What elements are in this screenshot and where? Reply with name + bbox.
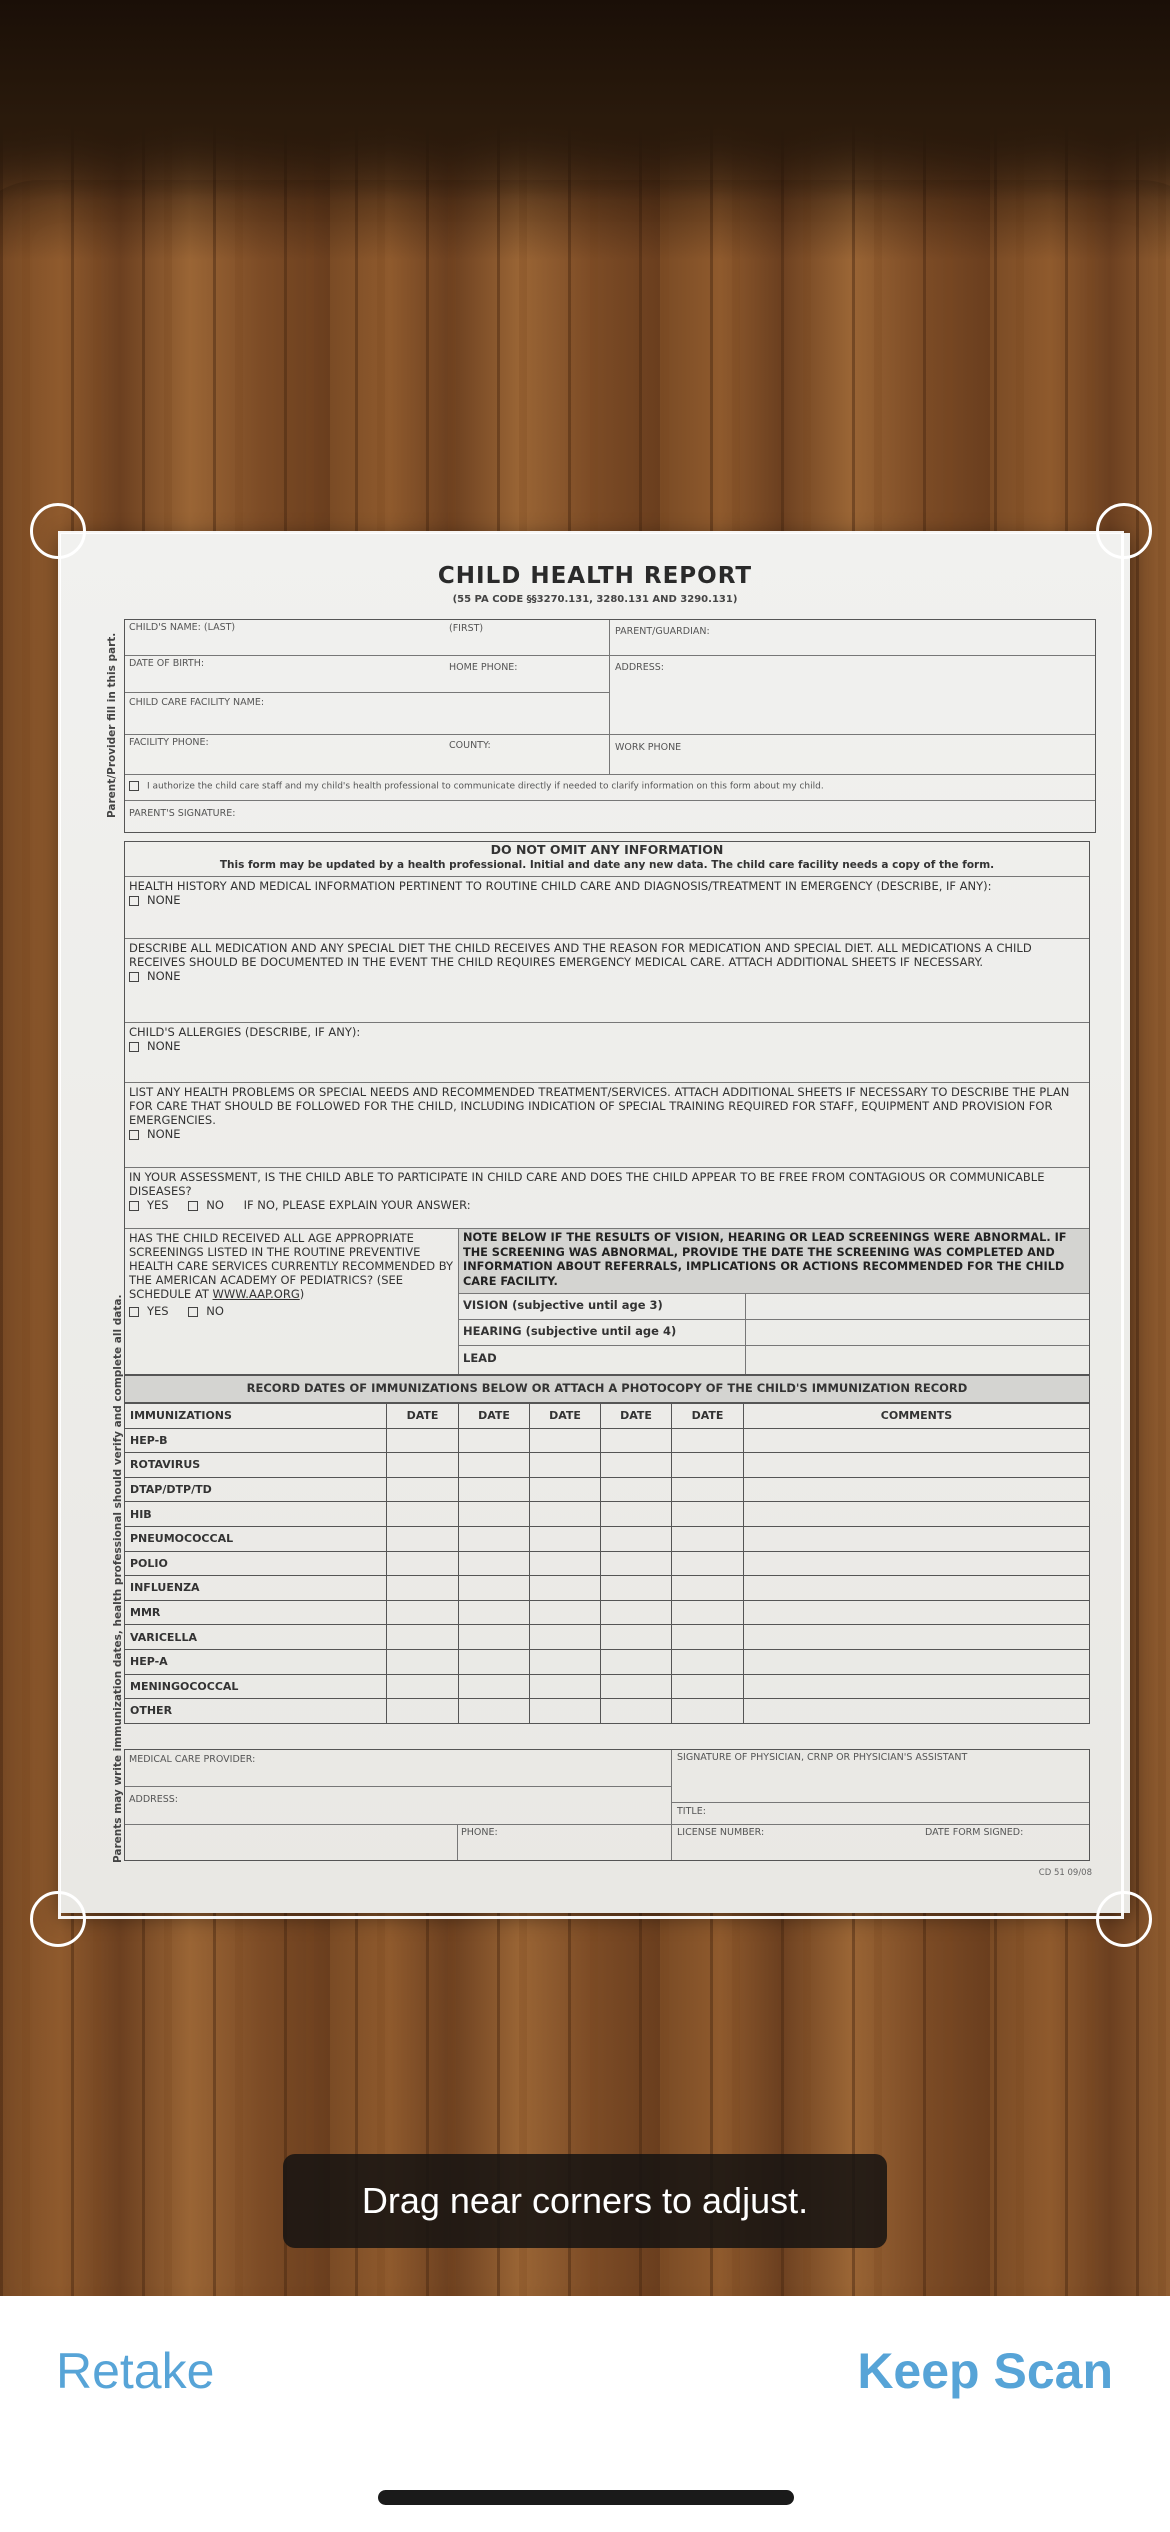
date-cell (459, 1649, 530, 1674)
date-cell (530, 1576, 601, 1601)
comments-cell (744, 1576, 1090, 1601)
date-cell (459, 1576, 530, 1601)
date-cell (387, 1428, 459, 1453)
vaccine-name: MMR (125, 1600, 387, 1625)
health-section (124, 841, 1090, 1375)
date-cell (601, 1477, 672, 1502)
work-phone-field: WORK PHONE (615, 742, 682, 753)
medication-none: NONE (129, 969, 181, 983)
table-row (125, 1649, 1090, 1674)
date-cell (672, 1649, 744, 1674)
date-cell (601, 1625, 672, 1650)
vaccine-name: POLIO (125, 1551, 387, 1576)
date-cell (530, 1551, 601, 1576)
date-cell (459, 1477, 530, 1502)
home-indicator[interactable] (378, 2490, 794, 2505)
adjust-hint-text: Drag near corners to adjust. (361, 2180, 809, 2221)
lead-label: LEAD (463, 1351, 497, 1365)
date-cell (530, 1502, 601, 1527)
column-header: DATE (530, 1404, 601, 1429)
vaccine-name: MENINGOCOCCAL (125, 1674, 387, 1699)
date-cell (459, 1453, 530, 1478)
scanned-document (60, 533, 1130, 1913)
date-cell (601, 1551, 672, 1576)
comments-cell (744, 1625, 1090, 1650)
table-row (125, 1453, 1090, 1478)
date-cell (672, 1576, 744, 1601)
provider-phone-field: PHONE: (461, 1827, 498, 1838)
assessment-question: IN YOUR ASSESSMENT, IS THE CHILD ABLE TO PARTICIPATE IN CHILD CARE AND DOES THE CHILD APPEAR TO BE FREE FROM CONTAGIOUS OR COMMUNICABLE DISEASES? (129, 1170, 1045, 1198)
column-header: DATE (387, 1404, 459, 1429)
date-cell (601, 1699, 672, 1724)
date-cell (459, 1526, 530, 1551)
date-cell (672, 1502, 744, 1527)
authorize-statement: I authorize the child care staff and my child's health professional to communicate directly if needed to clarify information on this form about my child. (129, 781, 824, 792)
vaccine-name: PNEUMOCOCCAL (125, 1526, 387, 1551)
keep-scan-button[interactable]: Keep Scan (857, 2343, 1113, 2399)
column-header: DATE (601, 1404, 672, 1429)
date-cell (387, 1625, 459, 1650)
parent-signature-field: PARENT'S SIGNATURE: (129, 808, 236, 819)
address-field: ADDRESS: (615, 662, 664, 673)
date-cell (672, 1625, 744, 1650)
date-cell (672, 1600, 744, 1625)
date-cell (387, 1576, 459, 1601)
date-cell (530, 1699, 601, 1724)
vaccine-name: VARICELLA (125, 1625, 387, 1650)
health-history-question: HEALTH HISTORY AND MEDICAL INFORMATION PERTINENT TO ROUTINE CHILD CARE AND DIAGNOSIS/TREATMENT IN EMERGENCY (DESCRIBE, IF ANY): (129, 879, 992, 893)
column-header: COMMENTS (744, 1404, 1090, 1429)
column-header: DATE (459, 1404, 530, 1429)
date-cell (530, 1428, 601, 1453)
table-row (125, 1477, 1090, 1502)
vaccine-name: HIB (125, 1502, 387, 1527)
table-row (125, 1674, 1090, 1699)
document-title: CHILD HEALTH REPORT (437, 563, 753, 589)
date-cell (672, 1551, 744, 1576)
date-cell (459, 1502, 530, 1527)
date-cell (459, 1428, 530, 1453)
date-cell (459, 1600, 530, 1625)
date-cell (601, 1576, 672, 1601)
health-heading: DO NOT OMIT ANY INFORMATION (490, 842, 724, 857)
date-cell (530, 1674, 601, 1699)
home-phone-field: HOME PHONE: (449, 662, 518, 673)
vaccine-name: HEP-B (125, 1428, 387, 1453)
problems-none: NONE (129, 1127, 181, 1141)
table-row (125, 1699, 1090, 1724)
vaccine-name: DTAP/DTP/TD (125, 1477, 387, 1502)
date-cell (601, 1526, 672, 1551)
provider-section (124, 1749, 1090, 1861)
date-of-birth-field: DATE OF BIRTH: (129, 658, 205, 669)
crop-handle-bottom-left[interactable] (30, 1891, 86, 1947)
parent-section (124, 619, 1096, 833)
date-cell (387, 1502, 459, 1527)
problems-question: LIST ANY HEALTH PROBLEMS OR SPECIAL NEEDS AND RECOMMENDED TREATMENT/SERVICES. ATTACH ADDITIONAL SHEETS IF NECESSARY TO DESCRIBE THE PLAN FOR CARE THAT SHOULD BE FOLLOWED FOR THE CHILD, INCLUDING INDICATION OF SPECIAL TRAINING REQUIRED FOR STAFF, EQUIPMENT AND PROVISION FOR EMERGENCIES. (129, 1085, 1070, 1127)
facility-name-field: CHILD CARE FACILITY NAME: (129, 697, 265, 708)
comments-cell (744, 1649, 1090, 1674)
date-cell (601, 1453, 672, 1478)
vaccine-name: HEP-A (125, 1649, 387, 1674)
document-subtitle: (55 PA CODE §§3270.131, 3280.131 AND 3290.131) (452, 594, 738, 605)
vaccine-name: INFLUENZA (125, 1576, 387, 1601)
table-row (125, 1428, 1090, 1453)
form-code: CD 51 09/08 (1038, 1868, 1092, 1878)
date-cell (387, 1674, 459, 1699)
date-cell (601, 1649, 672, 1674)
license-number-field: LICENSE NUMBER: (677, 1827, 765, 1838)
comments-cell (744, 1699, 1090, 1724)
health-subheading: This form may be updated by a health professional. Initial and date any new data. The child care facility needs a copy of the form. (219, 859, 995, 871)
vision-label: VISION (subjective until age 3) (463, 1298, 663, 1312)
date-cell (601, 1502, 672, 1527)
date-cell (530, 1526, 601, 1551)
medical-provider-field: MEDICAL CARE PROVIDER: (129, 1754, 256, 1765)
comments-cell (744, 1428, 1090, 1453)
medication-question: DESCRIBE ALL MEDICATION AND ANY SPECIAL DIET THE CHILD RECEIVES AND THE REASON FOR MEDICATION AND SPECIAL DIET. ALL MEDICATIONS A CHILD RECEIVES SHOULD BE DOCUMENTED IN THE EVENT THE CHILD REQUIRES EMERGENCY MEDICAL CARE. ATTACH ADDITIONAL SHEETS IF NECESSARY. (129, 941, 1032, 969)
allergies-question: CHILD'S ALLERGIES (DESCRIBE, IF ANY): (129, 1025, 361, 1039)
immunization-table (124, 1403, 1090, 1724)
date-cell (530, 1625, 601, 1650)
table-row (125, 1576, 1090, 1601)
date-cell (601, 1428, 672, 1453)
facility-phone-field: FACILITY PHONE: (129, 737, 209, 748)
date-cell (387, 1600, 459, 1625)
crop-handle-top-right[interactable] (1096, 503, 1152, 559)
date-cell (601, 1600, 672, 1625)
column-header: IMMUNIZATIONS (125, 1404, 387, 1429)
comments-cell (744, 1600, 1090, 1625)
title-field: TITLE: (677, 1806, 706, 1817)
comments-cell (744, 1526, 1090, 1551)
retake-button[interactable]: Retake (56, 2343, 215, 2399)
date-cell (387, 1551, 459, 1576)
date-signed-field: DATE FORM SIGNED: (925, 1827, 1024, 1838)
comments-cell (744, 1453, 1090, 1478)
immunization-banner: RECORD DATES OF IMMUNIZATIONS BELOW OR ATTACH A PHOTOCOPY OF THE CHILD'S IMMUNIZATION RECORD (246, 1381, 968, 1395)
date-cell (672, 1526, 744, 1551)
provider-address-field: ADDRESS: (129, 1794, 178, 1805)
table-row (125, 1502, 1090, 1527)
table-row (125, 1600, 1090, 1625)
date-cell (530, 1477, 601, 1502)
date-cell (387, 1453, 459, 1478)
date-cell (387, 1649, 459, 1674)
comments-cell (744, 1551, 1090, 1576)
side-label-immunization: Parents may write immunization dates, health professional should verify and complete all data. (112, 1294, 124, 1863)
health-history-none: NONE (129, 893, 181, 907)
assessment-answer: YES NO IF NO, PLEASE EXPLAIN YOUR ANSWER: (129, 1198, 471, 1212)
child-last-name-field: CHILD'S NAME: (LAST) (129, 622, 236, 633)
crop-handle-bottom-right[interactable] (1096, 1891, 1152, 1947)
date-cell (530, 1453, 601, 1478)
immunization-header-row (125, 1404, 1090, 1429)
column-header: DATE (672, 1404, 744, 1429)
date-cell (672, 1699, 744, 1724)
vaccine-name: ROTAVIRUS (125, 1453, 387, 1478)
date-cell (672, 1674, 744, 1699)
date-cell (601, 1674, 672, 1699)
date-cell (459, 1674, 530, 1699)
child-first-name-field: (FIRST) (449, 623, 484, 634)
date-cell (530, 1649, 601, 1674)
date-cell (672, 1453, 744, 1478)
hearing-label: HEARING (subjective until age 4) (463, 1324, 677, 1338)
physician-signature-field: SIGNATURE OF PHYSICIAN, CRNP OR PHYSICIAN'S ASSISTANT (677, 1752, 968, 1763)
allergies-none: NONE (129, 1039, 181, 1053)
comments-cell (744, 1502, 1090, 1527)
bottom-toolbar (0, 2296, 1170, 2532)
crop-handle-top-left[interactable] (30, 503, 86, 559)
screenings-question: HAS THE CHILD RECEIVED ALL AGE APPROPRIATE SCREENINGS LISTED IN THE ROUTINE PREVENTIVE HEALTH CARE SERVICES CURRENTLY RECOMMENDED BY THE AMERICAN ACADEMY OF PEDIATRICS? (SEE SCHEDULE AT WWW.AAP.ORG) (129, 1231, 454, 1301)
comments-cell (744, 1477, 1090, 1502)
parent-guardian-field: PARENT/GUARDIAN: (615, 626, 710, 637)
date-cell (387, 1526, 459, 1551)
background-shadow (0, 0, 1170, 200)
table-row (125, 1551, 1090, 1576)
date-cell (387, 1477, 459, 1502)
side-label-parent: Parent/Provider fill in this part. (106, 632, 118, 818)
date-cell (672, 1477, 744, 1502)
table-row (125, 1625, 1090, 1650)
table-row (125, 1526, 1090, 1551)
immunization-banner-box (124, 1375, 1090, 1403)
date-cell (672, 1428, 744, 1453)
comments-cell (744, 1674, 1090, 1699)
date-cell (459, 1625, 530, 1650)
date-cell (530, 1600, 601, 1625)
date-cell (459, 1699, 530, 1724)
date-cell (459, 1551, 530, 1576)
date-cell (387, 1699, 459, 1724)
vaccine-name: OTHER (125, 1699, 387, 1724)
adjust-hint-toast (283, 2154, 887, 2248)
screenings-answer: YES NO (129, 1304, 224, 1318)
county-field: COUNTY: (449, 740, 491, 751)
screening-note: NOTE BELOW IF THE RESULTS OF VISION, HEARING OR LEAD SCREENINGS WERE ABNORMAL. IF THE SCREENING WAS ABNORMAL, PROVIDE THE DATE THE SCREENING WAS COMPLETED AND INFORMATION ABOUT REFERRALS, IMPLICATIONS OR ACTIONS RECOMMENDED FOR THE CHILD CARE FACILITY. (463, 1231, 1067, 1288)
